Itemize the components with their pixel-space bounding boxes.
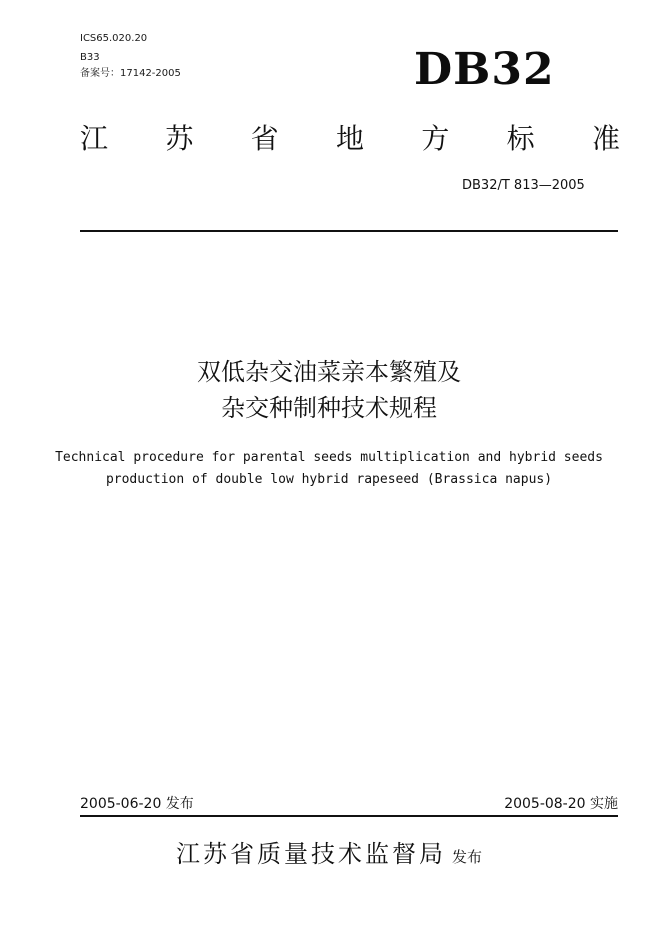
standard-number: DB32/T 813—2005 [462,178,585,193]
top-divider [80,230,618,232]
standard-level-char: 苏 [165,122,194,155]
standard-code-logo: DB32 [414,44,555,95]
standard-level-char: 标 [506,122,535,155]
implementation-date: 2005-08-20 实施 [504,796,618,812]
ics-code: ICS65.020.20 [80,33,148,44]
title-chinese-line-2: 杂交种制种技术规程 [221,394,437,422]
ccs-code: B33 [80,52,100,63]
standard-level-char: 方 [421,122,450,155]
standard-level-char: 地 [335,122,364,155]
bottom-divider [80,815,618,817]
title-english-line-1: Technical procedure for parental seeds multiplication and hybrid seeds [55,450,603,465]
issuer-block [0,838,658,873]
standard-level-char: 省 [250,122,279,155]
standard-level-heading [80,121,620,157]
title-chinese-line-1: 双低杂交油菜亲本繁殖及 [197,358,461,386]
title-english-line-2: production of double low hybrid rapeseed (Brassica napus) [105,472,553,487]
issue-date: 2005-06-20 发布 [80,796,194,812]
standard-level-char: 江 [80,122,109,155]
standard-level-char: 准 [591,122,620,155]
issuer-suffix: 发布 [451,848,482,866]
filing-number: 备案号：17142-2005 [80,68,181,79]
issuer-name: 江苏省质量技术监督局 [175,840,446,868]
